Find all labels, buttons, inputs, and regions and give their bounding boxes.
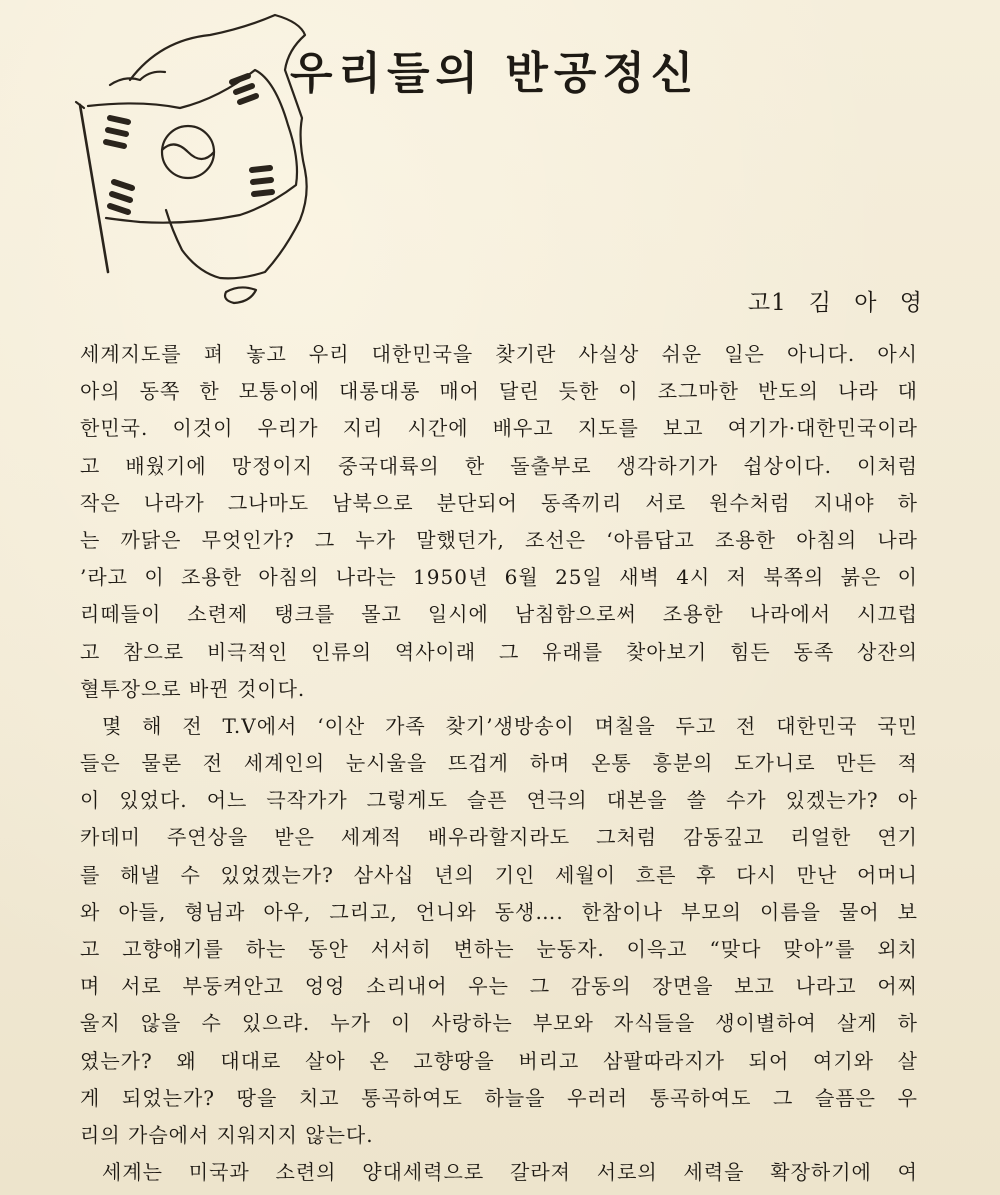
island [225,287,256,303]
text-line: 들은 물론 전 세계인의 눈시울을 뜨겁게 하며 온통 흥분의 도가니로 만든 적 [80,751,918,776]
trigram-top-right [232,76,256,102]
text-line: 세계는 미국과 소련의 양대세력으로 갈라져 서로의 세력을 확장하기에 여 [102,1160,918,1185]
text-line: ’라고 이 조용한 아침의 나라는 1950년 6월 25일 새벽 4시 저 북쪽의 붉은 이 [80,565,918,590]
text-line: 게 되었는가? 땅을 치고 통곡하여도 하늘을 우러러 통곡하여도 그 슬픔은 우 [80,1085,918,1110]
author-name: 김 아 영 [808,290,930,316]
text-line: 리떼들이 소련제 탱크를 몰고 일시에 남침함으로써 조용한 나라에서 시끄럽 [80,602,918,627]
peninsula-outline [130,15,307,278]
article-title: 우리들의 반공정신 [290,48,700,99]
text-line: 는 까닭은 무엇인가? 그 누가 말했던가, 조선은 ‘아름답고 조용한 아침의 나라 [80,527,918,552]
text-line: 한민국. 이것이 우리가 지리 시간에 배우고 지도를 보고 여기가·대한민국이라 [80,416,918,441]
trigram-bottom-left [110,182,132,212]
text-line: 고 배웠기에 망정이지 중국대륙의 한 돌출부로 생각하기가 쉽상이다. 이처럼 [80,453,918,478]
byline [730,284,930,317]
author-grade: 고1 [747,290,787,316]
flag-map-illustration [70,10,320,310]
text-line: 를 해낼 수 있었겠는가? 삼사십 년의 기인 세월이 흐른 후 다시 만난 어머니 [80,862,918,887]
article-body [80,336,918,1191]
text-line: 울지 않을 수 있으랴. 누가 이 사랑하는 부모와 자식들을 생이별하여 살게 하 [80,1011,918,1036]
text-line: 아의 동쪽 한 모퉁이에 대롱대롱 매어 달린 듯한 이 조그마한 반도의 나라 대 [80,379,918,404]
trigram-bottom-right [252,168,272,194]
flag-pole [80,105,108,272]
text-line: 카데미 주연상을 받은 세계적 배우라할지라도 그처럼 감동깊고 리얼한 연기 [80,825,918,850]
text-line: 세계지도를 펴 놓고 우리 대한민국을 찾기란 사실상 쉬운 일은 아니다. 아시 [80,342,918,366]
text-line: 며 서로 부둥켜안고 엉엉 소리내어 우는 그 감동의 장면을 보고 나라고 어찌 [80,974,918,999]
text-line: 고 고향얘기를 하는 동안 서서히 변하는 눈동자. 이윽고 “맞다 맞아”를 외치 [80,937,918,961]
text-line: 와 아들, 형님과 아우, 그리고, 언니와 동생…. 한참이나 부모의 이름을 물어 보 [80,899,918,924]
text-line: 작은 나라가 그나마도 남북으로 분단되어 동족끼리 서로 원수처럼 지내야 하 [80,490,918,515]
trigram-top-left [106,118,128,146]
text-line: 였는가? 왜 대대로 살아 온 고향땅을 버리고 삼팔따라지가 되어 여기와 살 [80,1048,918,1073]
text-line: 리의 가슴에서 지워지지 않는다. [80,1122,374,1147]
text-line: 고 참으로 비극적인 인류의 역사이래 그 유래를 찾아보기 힘든 동족 상잔의 [80,639,918,664]
text-line: 몇 해 전 T.V에서 ‘이산 가족 찾기’생방송이 며칠을 두고 전 대한민국 국민 [102,713,918,738]
text-line: 혈투장으로 바뀐 것이다. [80,676,306,701]
text-line: 이 있었다. 어느 극작가가 그렇게도 슬픈 연극의 대본을 쓸 수가 있겠는가? 아 [80,788,918,813]
